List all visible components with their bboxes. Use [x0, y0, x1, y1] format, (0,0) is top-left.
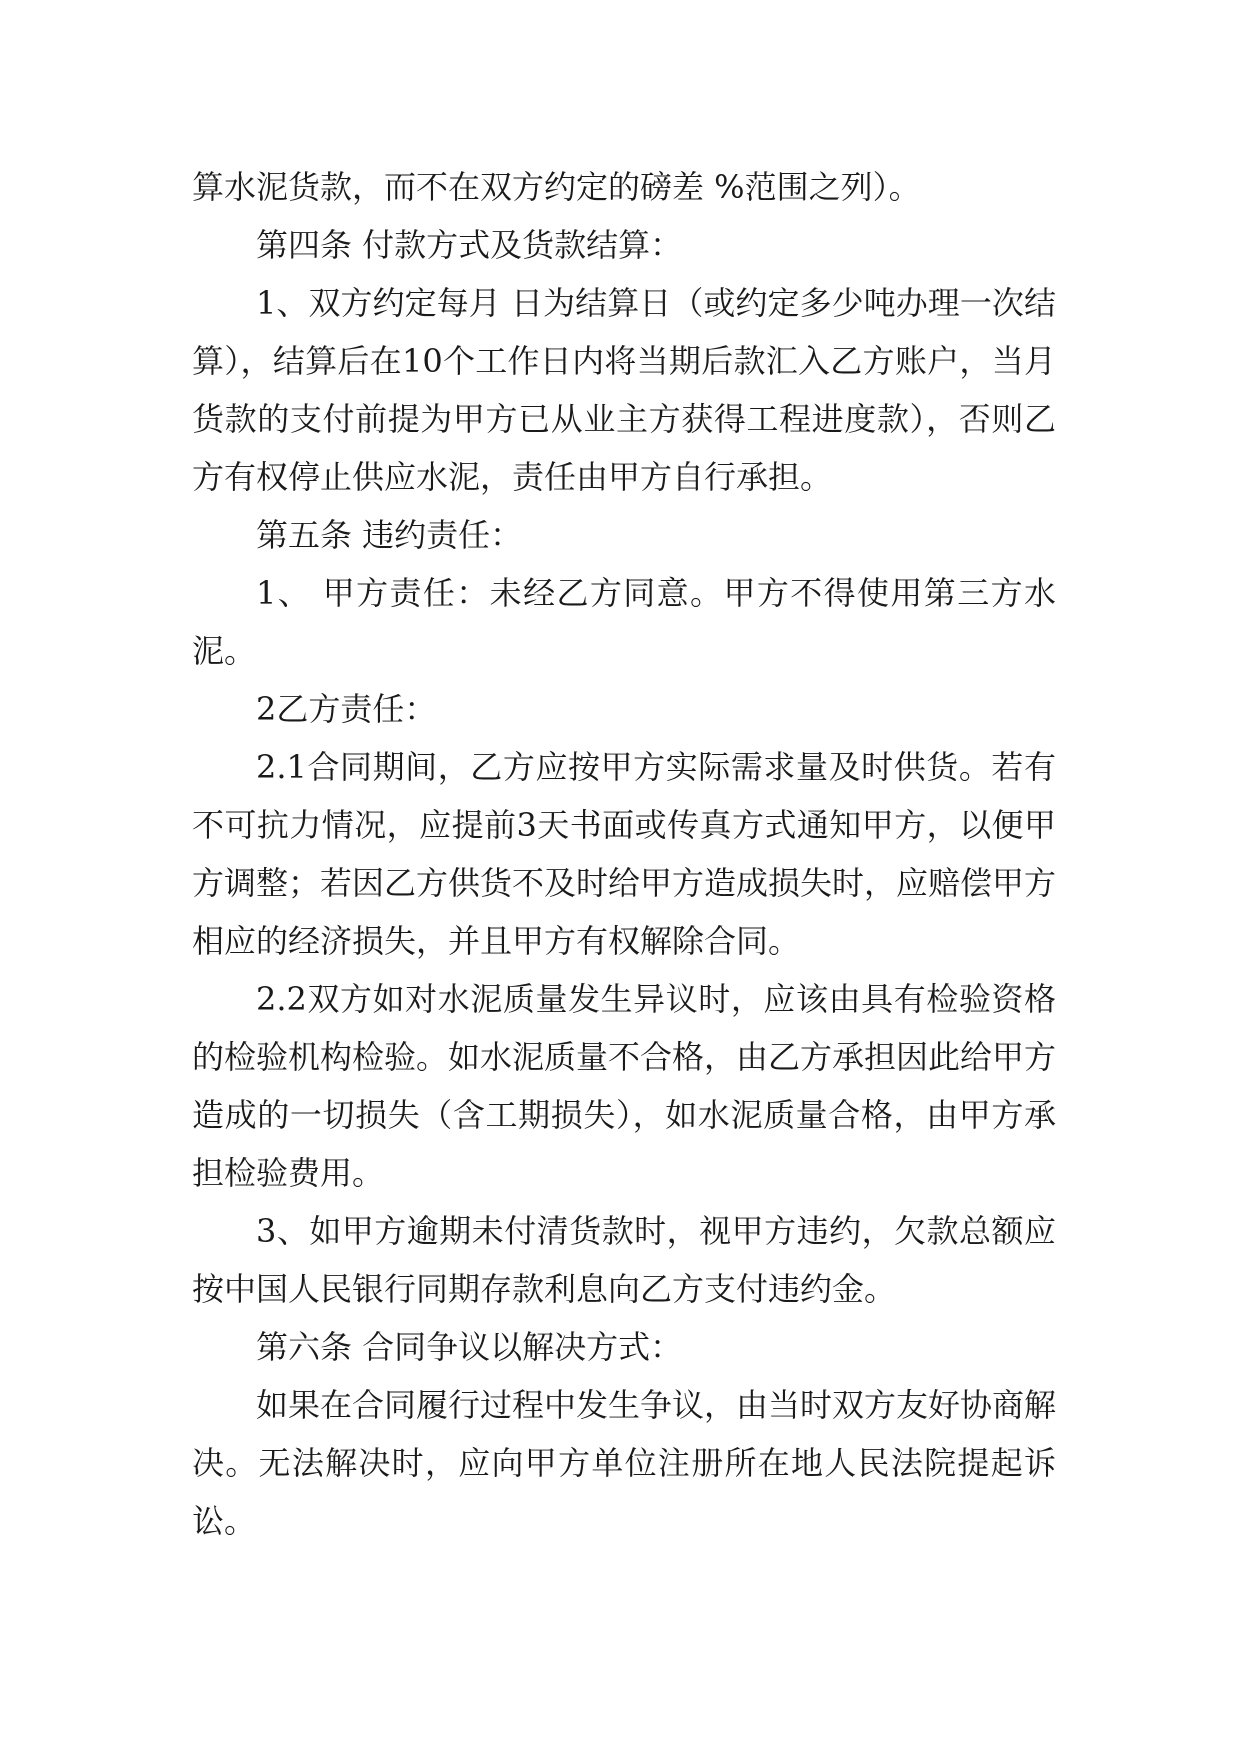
paragraph-clause-2-2: 2.2双方如对水泥质量发生异议时，应该由具有检验资格的检验机构检验。如水泥质量不合格，由乙方承担因此给甲方造成的一切损失（含工期损失），如水泥质量合格，由甲方承担检验费用。 — [192, 980, 1057, 1192]
paragraph-dispute-resolution: 如果在合同履行过程中发生争议，由当时双方友好协商解决。无法解决时，应向甲方单位注册所在地人民法院提起诉讼。 — [192, 1386, 1057, 1540]
heading-article-5: 第五条 违约责任： — [256, 516, 523, 554]
heading-article-6: 第六条 合同争议以解决方式： — [256, 1328, 683, 1366]
document-body — [192, 158, 1056, 1550]
paragraph-clause-2-1: 2.1合同期间，乙方应按甲方实际需求量及时供货。若有不可抗力情况，应提前3天书面或传真方式通知甲方，以便甲方调整；若因乙方供货不及时给甲方造成损失时，应赔偿甲方相应的经济损失，并且甲方有权解除合同。 — [192, 748, 1057, 960]
paragraph-continuation: 算水泥货款，而不在双方约定的磅差 %范围之列）。 — [192, 168, 921, 206]
paragraph-settlement: 1、双方约定每月 日为结算日（或约定多少吨办理一次结算），结算后在10个工作日内将当期后款汇入乙方账户，当月货款的支付前提为甲方已从业主方获得工程进度款），否则乙方有权停止供应水泥，责任由甲方自行承担。 — [192, 284, 1056, 496]
paragraph-party-a-liability: 1、 甲方责任：未经乙方同意。甲方不得使用第三方水泥。 — [192, 574, 1056, 670]
heading-article-4: 第四条 付款方式及货款结算： — [256, 226, 683, 264]
paragraph-party-b-liability-heading: 2乙方责任： — [256, 690, 437, 728]
paragraph-clause-3: 3、如甲方逾期未付清货款时，视甲方违约，欠款总额应按中国人民银行同期存款利息向乙方支付违约金。 — [192, 1212, 1056, 1308]
